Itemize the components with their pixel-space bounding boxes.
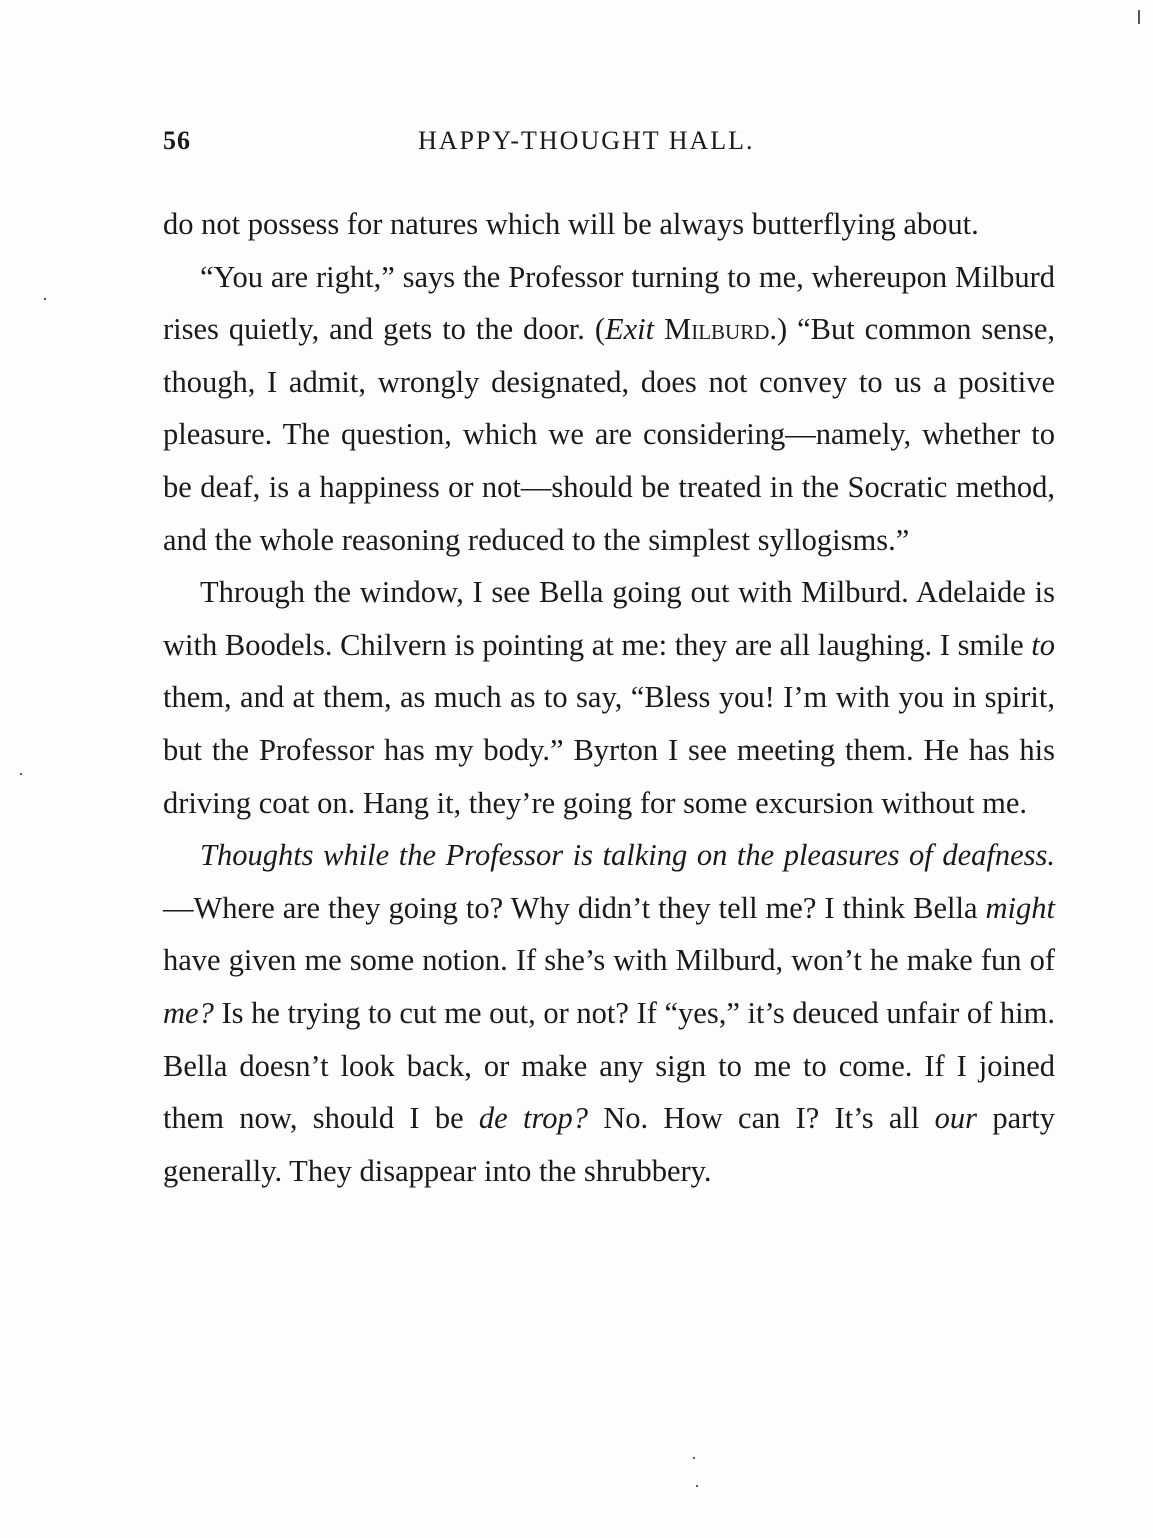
paragraph-4-text-h: No. How can I? It’s all: [587, 1101, 935, 1136]
page-number: 56: [163, 126, 191, 155]
scan-speck: [44, 298, 46, 300]
paragraph-3-text-a: Through the window, I see Bella going out with Milburd. Adelaide is with Boodels. Chilvern is pointing at me: they are all laughing. I smile: [163, 575, 1055, 662]
paragraph-1: do not possess for natures which will be always butterflying about.: [163, 207, 979, 241]
paragraph-4-heading: Thoughts while the Professor is talking on the pleasures of deafness.: [200, 838, 1055, 873]
running-title: HAPPY-THOUGHT HALL.: [418, 126, 755, 155]
paragraph-4-our: our: [934, 1101, 978, 1136]
paragraph-2-exit: Exit: [605, 312, 655, 347]
paragraph-4-me: me?: [163, 995, 214, 1030]
paragraph-4: [163, 829, 1055, 1197]
paragraph-2-text-a: “You are right,” says the Professor turning to me, whereupon Milburd rises quietly, and gets to the door. (: [163, 259, 1055, 347]
scan-speck: [696, 1485, 698, 1487]
paragraph-4-text-f: Is he trying to cut me out, or not? If “yes,” it’s deuced unfair of him. Bella doesn’t look back, or make any sign to me to come. If I joined them now, should I be: [163, 995, 1055, 1136]
paragraph-3-text-c: them, and at them, as much as to say, “Bless you! I’m with you in spirit, but the Professor has my body.” Byrton I see meeting them. He has his driving coat on. Hang it, they’re going for some excursion without me.: [163, 680, 1055, 820]
scan-speck: [20, 773, 22, 775]
paragraph-4-might: might: [985, 890, 1055, 925]
page-header: [163, 126, 1055, 162]
paragraph-4-text-d: have given me some notion. If she’s with Milburd, won’t he make fun of: [163, 943, 1055, 978]
scan-speck: [1138, 10, 1140, 24]
paragraph-4-de-trop: de trop?: [478, 1101, 588, 1136]
paragraph-2-milburd: Milburd: [664, 312, 770, 347]
paragraph-3-to: to: [1031, 627, 1056, 662]
paragraph-2-text-e: .) “But common sense, though, I admit, wrongly designated, does not convey to us a positive pleasure. The question, which we are considering—namely, whether to be deaf, is a happiness or not—should be treated in the Socratic method, and the whole reasoning reduced to the simplest syllogisms.”: [163, 312, 1056, 557]
scan-speck: [693, 1457, 695, 1459]
paragraph-2: [163, 251, 1055, 567]
body-text: [163, 198, 1055, 1197]
paragraph-4-text-j: party generally. They disappear into the shrubbery.: [163, 1101, 1056, 1188]
paragraph-2-text-c: [654, 312, 664, 346]
paragraph-3: [163, 566, 1055, 829]
paragraph-4-text-b: —Where are they going to? Why didn’t they tell me? I think Bella: [163, 890, 986, 925]
